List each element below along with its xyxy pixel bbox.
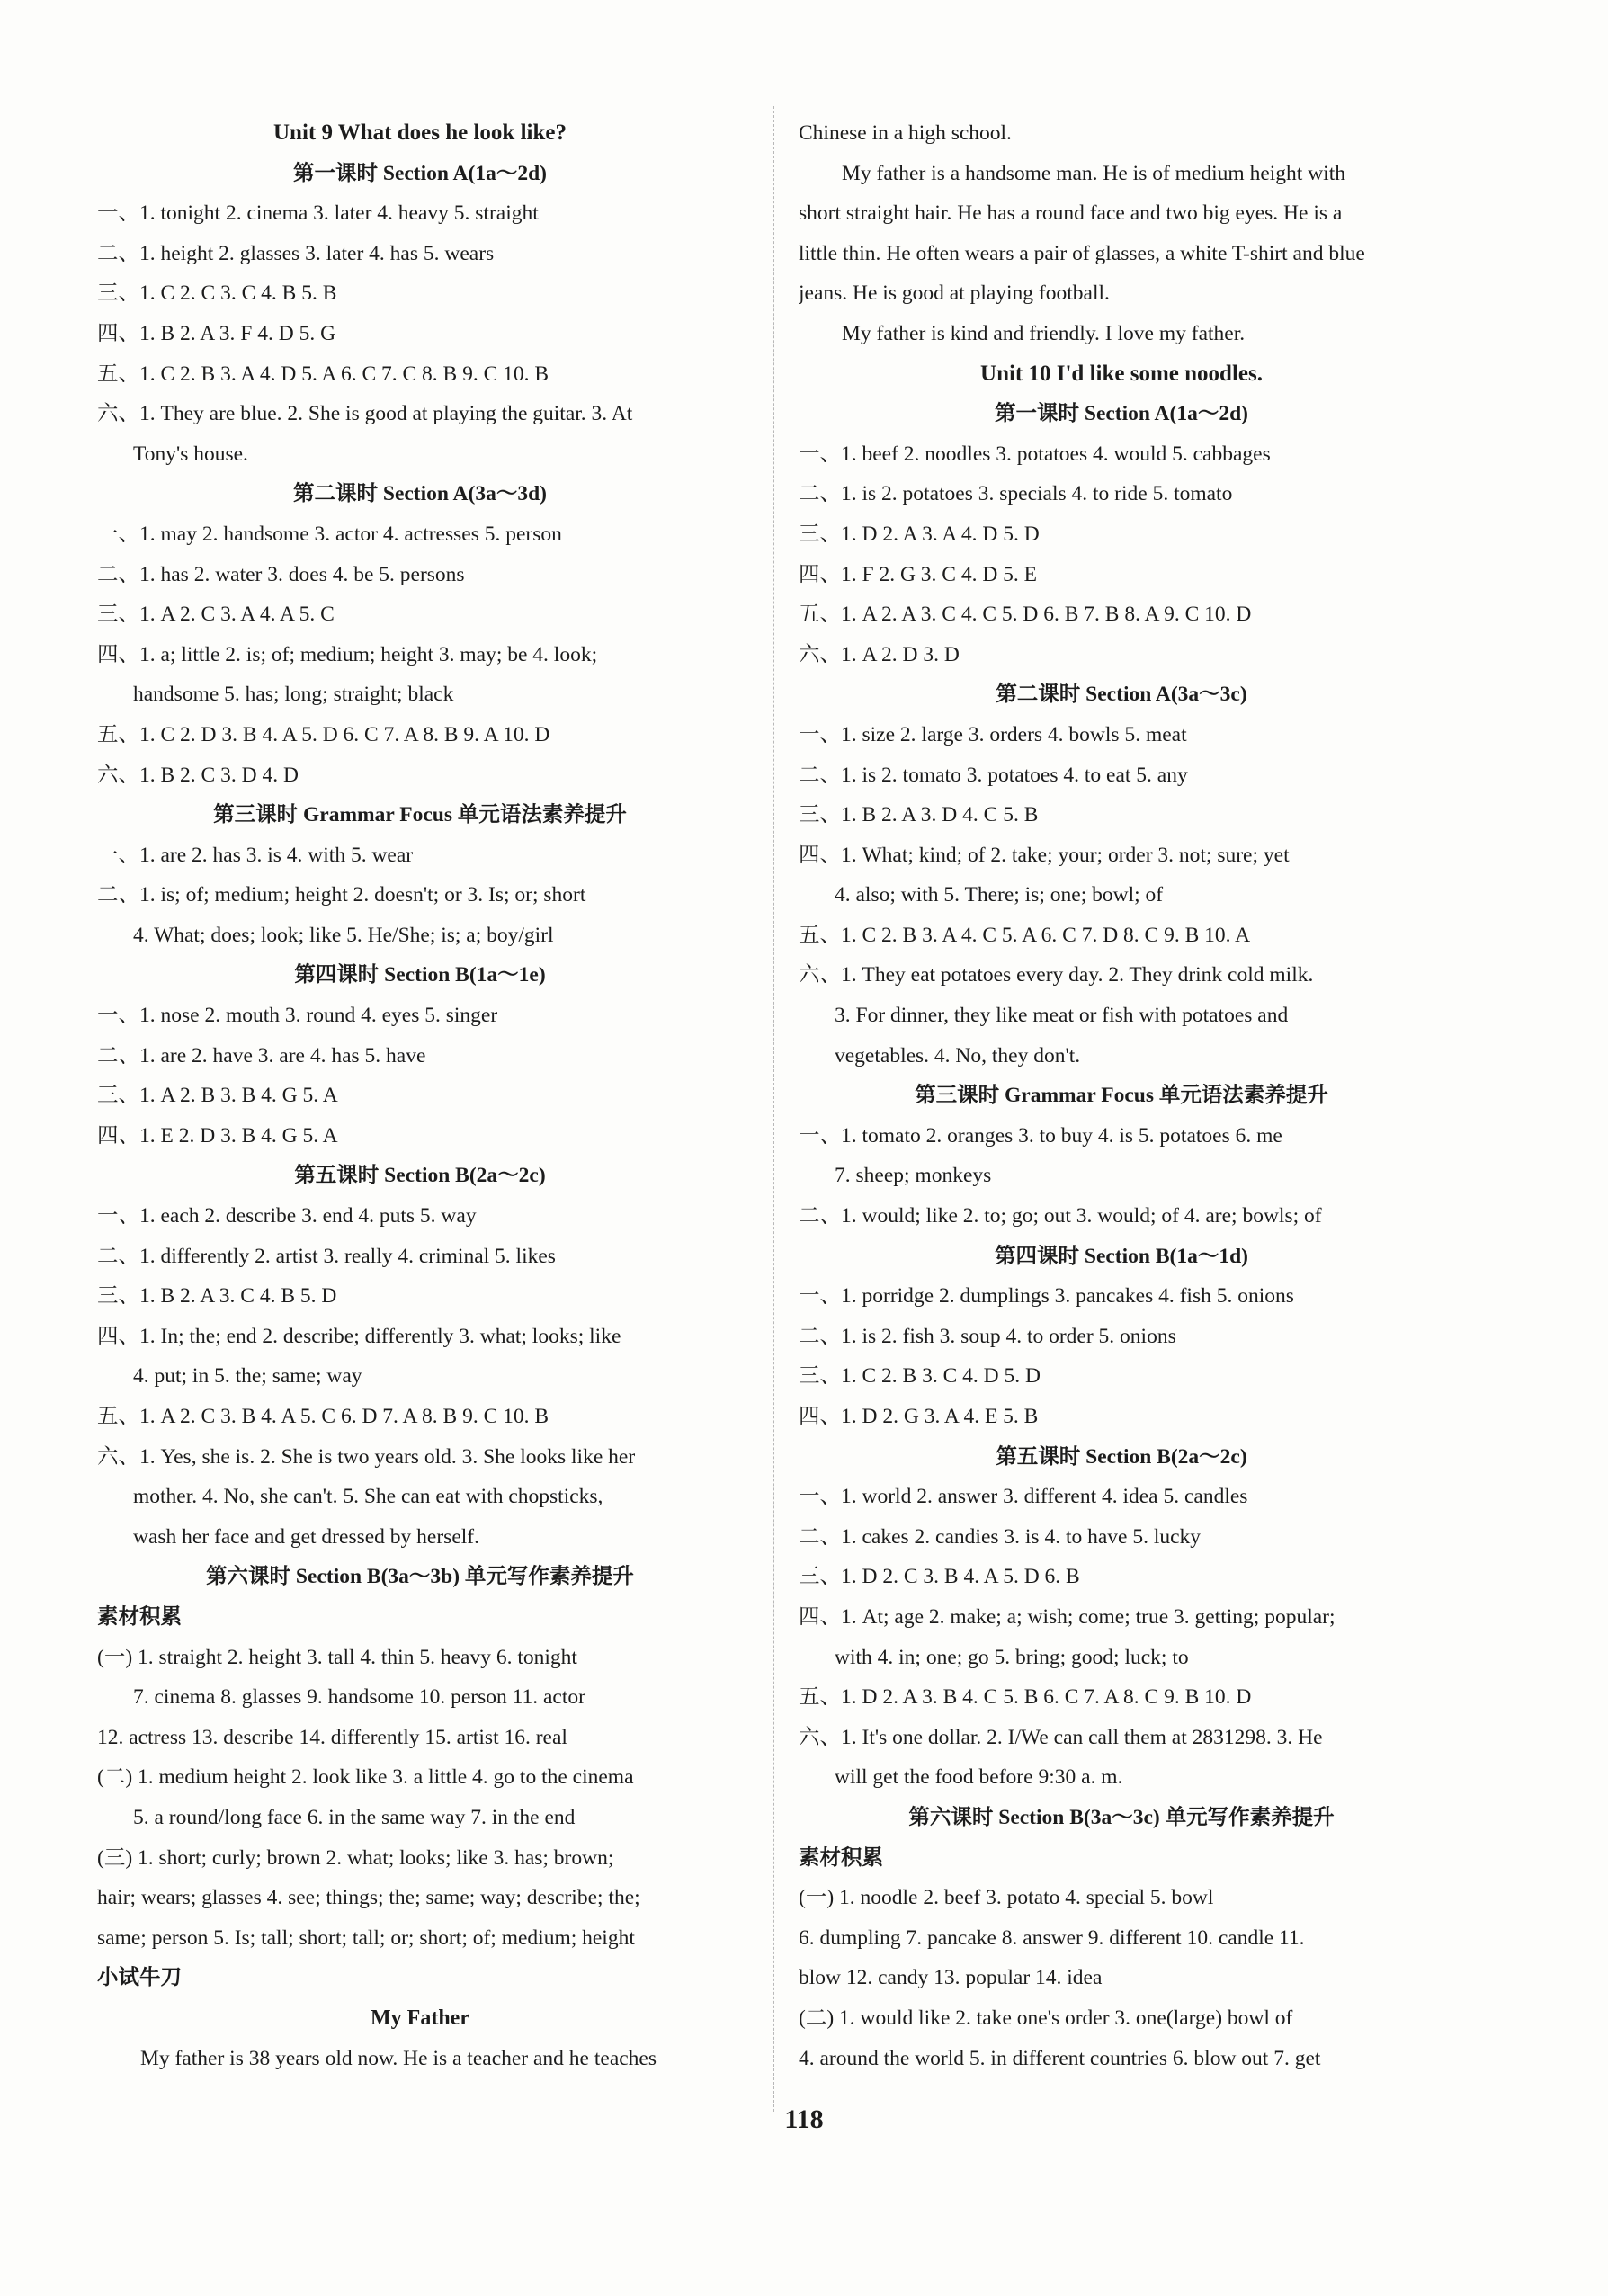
- answer-line: (一) 1. noodle 2. beef 3. potato 4. special 5. bowl: [799, 1886, 1214, 1910]
- lesson-heading: 第一课时 Section A(1a～2d): [995, 402, 1248, 426]
- answer-line: 一、1. porridge 2. dumplings 3. pancakes 4. fish 5. onions: [799, 1284, 1294, 1309]
- answer-line: 六、1. A 2. D 3. D: [799, 642, 960, 666]
- lesson-heading: 第五课时 Section B(2a～2c): [996, 1444, 1247, 1469]
- answer-line: little thin. He often wears a pair of glasses, a white T-shirt and blue: [799, 241, 1365, 265]
- answer-line: 三、1. A 2. B 3. B 4. G 5. A: [97, 1084, 338, 1108]
- answer-line: Chinese in a high school.: [799, 121, 1012, 145]
- answer-line: 一、1. beef 2. noodles 3. potatoes 4. would 5. cabbages: [799, 442, 1271, 466]
- answer-line: 四、1. F 2. G 3. C 4. D 5. E: [799, 562, 1038, 586]
- answer-line: 四、1. What; kind; of 2. take; your; order 3. not; sure; yet: [799, 843, 1290, 867]
- answer-line: 三、1. D 2. C 3. B 4. A 5. D 6. B: [799, 1565, 1080, 1589]
- answer-line: 三、1. A 2. C 3. A 4. A 5. C: [97, 603, 335, 627]
- answer-line: 一、1. each 2. describe 3. end 4. puts 5. way: [97, 1204, 477, 1228]
- answer-line: will get the food before 9:30 a. m.: [835, 1765, 1123, 1790]
- page-number: 118: [784, 2104, 824, 2134]
- answer-line: 六、1. They are blue. 2. She is good at playing the guitar. 3. At: [97, 402, 633, 426]
- lesson-heading: 第六课时 Section B(3a～3b) 单元写作素养提升: [206, 1565, 634, 1589]
- answer-line: 7. cinema 8. glasses 9. handsome 10. person 11. actor: [133, 1685, 585, 1710]
- answer-line: 二、1. has 2. water 3. does 4. be 5. persons: [97, 562, 465, 586]
- answer-line: 4. What; does; look; like 5. He/She; is; a; boy/girl: [133, 923, 554, 947]
- answer-line: 三、1. D 2. A 3. A 4. D 5. D: [799, 522, 1040, 546]
- lesson-heading: 第一课时 Section A(1a～2d): [293, 161, 547, 185]
- answer-line: hair; wears; glasses 4. see; things; the; same; way; describe; the;: [97, 1886, 640, 1910]
- answer-line: 二、1. is 2. fish 3. soup 4. to order 5. onions: [799, 1324, 1176, 1348]
- answer-line: vegetables. 4. No, they don't.: [835, 1043, 1081, 1068]
- answer-line: 六、1. B 2. C 3. D 4. D: [97, 763, 299, 787]
- answer-line: mother. 4. No, she can't. 5. She can eat with chopsticks,: [133, 1485, 603, 1509]
- answer-line: 四、1. In; the; end 2. describe; differently 3. what; looks; like: [97, 1324, 621, 1348]
- answer-line: 二、1. is; of; medium; height 2. doesn't; or 3. Is; or; short: [97, 883, 586, 907]
- lesson-heading: 第四课时 Section B(1a～1d): [995, 1244, 1248, 1268]
- lesson-heading: 第三课时 Grammar Focus 单元语法素养提升: [915, 1084, 1328, 1108]
- answer-line: handsome 5. has; long; straight; black: [133, 683, 454, 707]
- right-column: [799, 113, 1444, 2078]
- answer-line: 4. put; in 5. the; same; way: [133, 1364, 362, 1389]
- answer-line: (三) 1. short; curly; brown 2. what; looks; like 3. has; brown;: [97, 1845, 614, 1870]
- column-divider: [773, 106, 774, 2112]
- answer-line: 3. For dinner, they like meat or fish with potatoes and: [835, 1004, 1289, 1028]
- answer-line: (二) 1. medium height 2. look like 3. a little 4. go to the cinema: [97, 1765, 634, 1790]
- essay-title: My Father: [371, 2006, 469, 2030]
- answer-line: 六、1. Yes, she is. 2. She is two years old. 3. She looks like her: [97, 1444, 636, 1469]
- answer-line: 六、1. It's one dollar. 2. I/We can call them at 2831298. 3. He: [799, 1725, 1323, 1749]
- section-label: 素材积累: [97, 1604, 182, 1629]
- answer-line: 二、1. cakes 2. candies 3. is 4. to have 5. lucky: [799, 1524, 1202, 1549]
- answer-line: 一、1. may 2. handsome 3. actor 4. actresses 5. person: [97, 522, 562, 546]
- answer-line: 二、1. are 2. have 3. are 4. has 5. have: [97, 1043, 426, 1068]
- answer-line: 一、1. tomato 2. oranges 3. to buy 4. is 5. potatoes 6. me: [799, 1123, 1282, 1148]
- section-label: 素材积累: [799, 1845, 883, 1870]
- answer-line: 六、1. They eat potatoes every day. 2. They drink cold milk.: [799, 963, 1314, 987]
- unit-heading: Unit 10 I'd like some noodles.: [980, 361, 1263, 386]
- answer-line: 四、1. At; age 2. make; a; wish; come; true 3. getting; popular;: [799, 1604, 1336, 1629]
- lesson-heading: 第三课时 Grammar Focus 单元语法素养提升: [213, 803, 627, 827]
- answer-line: blow 12. candy 13. popular 14. idea: [799, 1966, 1103, 1990]
- lesson-heading: 第二课时 Section A(3a～3c): [996, 683, 1247, 707]
- answer-line: Tony's house.: [133, 442, 248, 466]
- answer-line: 二、1. differently 2. artist 3. really 4. criminal 5. likes: [97, 1244, 556, 1268]
- answer-line: short straight hair. He has a round face and two big eyes. He is a: [799, 201, 1343, 226]
- answer-line: 4. also; with 5. There; is; one; bowl; of: [835, 883, 1164, 907]
- essay-paragraph-line: My father is 38 years old now. He is a teacher and he teaches: [140, 2046, 657, 2070]
- answer-line: 一、1. world 2. answer 3. different 4. idea 5. candles: [799, 1485, 1248, 1509]
- answer-line: 四、1. B 2. A 3. F 4. D 5. G: [97, 321, 336, 345]
- lesson-heading: 第六课时 Section B(3a～3c) 单元写作素养提升: [908, 1805, 1335, 1829]
- answer-line: 6. dumpling 7. pancake 8. answer 9. different 10. candle 11.: [799, 1925, 1305, 1950]
- answer-line: 5. a round/long face 6. in the same way 7. in the end: [133, 1805, 576, 1829]
- answer-line: 一、1. size 2. large 3. orders 4. bowls 5. meat: [799, 722, 1187, 746]
- answer-line: 二、1. would; like 2. to; go; out 3. would; of 4. are; bowls; of: [799, 1204, 1322, 1228]
- answer-line: wash her face and get dressed by herself.: [133, 1524, 479, 1549]
- answer-line: 四、1. a; little 2. is; of; medium; height 3. may; be 4. look;: [97, 642, 598, 666]
- answer-line: (一) 1. straight 2. height 3. tall 4. thin 5. heavy 6. tonight: [97, 1645, 577, 1669]
- answer-line: 五、1. A 2. A 3. C 4. C 5. D 6. B 7. B 8. A 9. C 10. D: [799, 603, 1252, 627]
- answer-line: 四、1. E 2. D 3. B 4. G 5. A: [97, 1123, 338, 1148]
- answer-line: 一、1. are 2. has 3. is 4. with 5. wear: [97, 843, 414, 867]
- section-label: 小试牛刀: [97, 1966, 182, 1990]
- answer-line: 五、1. C 2. B 3. A 4. C 5. A 6. C 7. D 8. C 9. B 10. A: [799, 923, 1251, 947]
- unit-heading: Unit 9 What does he look like?: [273, 121, 567, 145]
- answer-line: 一、1. nose 2. mouth 3. round 4. eyes 5. singer: [97, 1004, 498, 1028]
- essay-paragraph-line: My father is kind and friendly. I love my father.: [842, 321, 1246, 345]
- lesson-heading: 第五课时 Section B(2a～2c): [294, 1164, 546, 1188]
- answer-line: 三、1. B 2. A 3. C 4. B 5. D: [97, 1284, 337, 1309]
- answer-line: 三、1. C 2. C 3. C 4. B 5. B: [97, 281, 337, 306]
- answer-line: 4. around the world 5. in different countries 6. blow out 7. get: [799, 2046, 1321, 2070]
- answer-line: jeans. He is good at playing football.: [799, 281, 1110, 306]
- answer-line: (二) 1. would like 2. take one's order 3. one(large) bowl of: [799, 2006, 1293, 2030]
- answer-line: 二、1. is 2. potatoes 3. specials 4. to ride 5. tomato: [799, 482, 1233, 506]
- answer-line: 三、1. B 2. A 3. D 4. C 5. B: [799, 803, 1039, 827]
- answer-line: 三、1. C 2. B 3. C 4. D 5. D: [799, 1364, 1041, 1389]
- answer-line: 四、1. D 2. G 3. A 4. E 5. B: [799, 1405, 1039, 1428]
- answer-line: 五、1. D 2. A 3. B 4. C 5. B 6. C 7. A 8. C 9. B 10. D: [799, 1685, 1252, 1710]
- answer-line: 7. sheep; monkeys: [835, 1164, 992, 1188]
- lesson-heading: 第四课时 Section B(1a～1e): [294, 963, 546, 987]
- answer-line: 五、1. C 2. B 3. A 4. D 5. A 6. C 7. C 8. B 9. C 10. B: [97, 362, 549, 386]
- answer-line: 12. actress 13. describe 14. differently 15. artist 16. real: [97, 1725, 567, 1749]
- essay-paragraph-line: My father is a handsome man. He is of medium height with: [842, 161, 1345, 185]
- left-column: [97, 113, 743, 2078]
- answer-line: 五、1. C 2. D 3. B 4. A 5. D 6. C 7. A 8. B 9. A 10. D: [97, 722, 550, 746]
- answer-line: 二、1. is 2. tomato 3. potatoes 4. to eat 5. any: [799, 763, 1188, 787]
- lesson-heading: 第二课时 Section A(3a～3d): [293, 482, 547, 506]
- answer-line: 五、1. A 2. C 3. B 4. A 5. C 6. D 7. A 8. B 9. C 10. B: [97, 1405, 549, 1428]
- answer-line: 一、1. tonight 2. cinema 3. later 4. heavy 5. straight: [97, 201, 539, 226]
- answer-line: same; person 5. Is; tall; short; tall; or; short; of; medium; height: [97, 1925, 635, 1950]
- answer-line: 二、1. height 2. glasses 3. later 4. has 5. wears: [97, 241, 495, 265]
- page-footer: [0, 2104, 1608, 2135]
- answer-line: with 4. in; one; go 5. bring; good; luck; to: [835, 1645, 1189, 1669]
